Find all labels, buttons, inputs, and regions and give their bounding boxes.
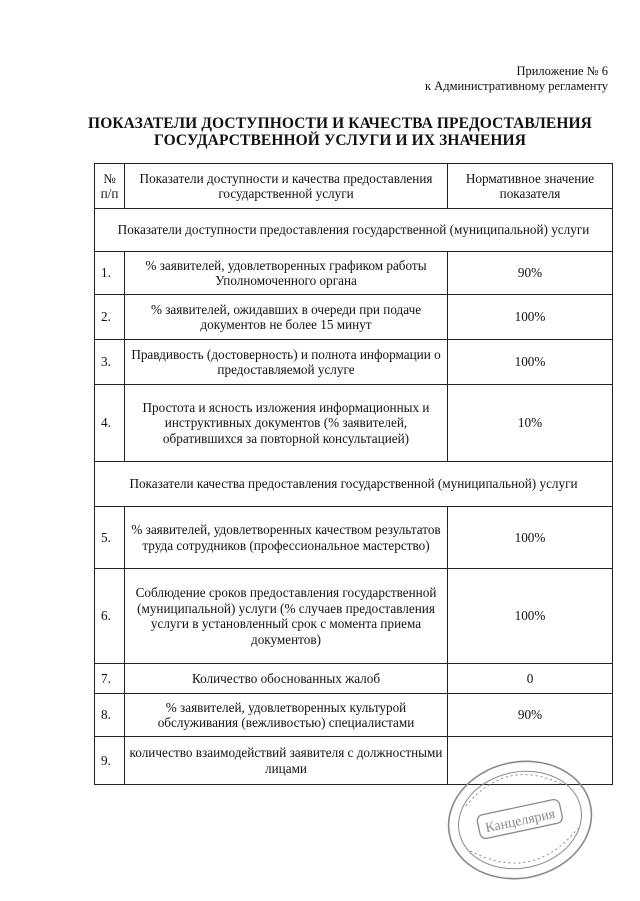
table-row: [95, 340, 613, 385]
row-number: 2.: [95, 295, 125, 340]
row-number: 5.: [95, 507, 125, 569]
row-indicator: Количество обоснованных жалоб: [125, 664, 448, 694]
row-number: 9.: [95, 737, 125, 785]
table-row: [95, 507, 613, 569]
section-row-quality: [95, 462, 613, 507]
section-title-availability: Показатели доступности предоставления государственной (муниципальной) услуги: [95, 209, 613, 252]
table-header-row: [95, 164, 613, 209]
indicators-table: [94, 163, 613, 785]
table-row: [95, 252, 613, 295]
row-indicator: количество взаимодействий заявителя с должностными лицами: [125, 737, 448, 785]
row-value: 90%: [448, 694, 613, 737]
stamp-center-text: Канцелярия: [484, 806, 557, 837]
row-value: 100%: [448, 569, 613, 664]
row-value: 10%: [448, 385, 613, 462]
row-number: 8.: [95, 694, 125, 737]
row-number: 3.: [95, 340, 125, 385]
table-row: [95, 664, 613, 694]
row-indicator: Соблюдение сроков предоставления государственной (муниципальной) услуги (% случаев предоставления услуги в установленный срок с момента приема документов): [125, 569, 448, 664]
page-title-line2: ГОСУДАРСТВЕННОЙ УСЛУГИ И ИХ ЗНАЧЕНИЯ: [154, 132, 526, 149]
header-indicator: Показатели доступности и качества предоставления государственной услуги: [125, 164, 448, 209]
row-indicator: % заявителей, удовлетворенных культурой обслуживания (вежливостью) специалистами: [125, 694, 448, 737]
row-value: 100%: [448, 295, 613, 340]
row-indicator: % заявителей, удовлетворенных качеством результатов труда сотрудников (профессиональное мастерство): [125, 507, 448, 569]
annex-number: Приложение № 6: [516, 64, 608, 78]
page-title: [60, 115, 620, 149]
section-row-availability: [95, 209, 613, 252]
row-number: 4.: [95, 385, 125, 462]
table-row: [95, 295, 613, 340]
row-indicator: % заявителей, удовлетворенных графиком работы Уполномоченного органа: [125, 252, 448, 295]
header-value: Нормативное значение показателя: [448, 164, 613, 209]
page-title-line1: ПОКАЗАТЕЛИ ДОСТУПНОСТИ И КАЧЕСТВА ПРЕДОСТАВЛЕНИЯ: [88, 115, 592, 132]
row-number: 1.: [95, 252, 125, 295]
table-row: [95, 569, 613, 664]
row-number: 6.: [95, 569, 125, 664]
row-value: 0: [448, 664, 613, 694]
row-value: 90%: [448, 252, 613, 295]
header-number: № п/п: [95, 164, 125, 209]
table-row: [95, 694, 613, 737]
row-value: 100%: [448, 507, 613, 569]
row-indicator: Правдивость (достоверность) и полнота информации о предоставляемой услуге: [125, 340, 448, 385]
row-value: 100%: [448, 340, 613, 385]
section-title-quality: Показатели качества предоставления государственной (муниципальной) услуги: [95, 462, 613, 507]
row-indicator: Простота и ясность изложения информационных и инструктивных документов (% заявителей, обратившихся за повторной консультацией): [125, 385, 448, 462]
annex-note: [425, 64, 608, 94]
table-row: [95, 385, 613, 462]
office-stamp-icon: [440, 755, 600, 885]
row-indicator: % заявителей, ожидавших в очереди при подаче документов не более 15 минут: [125, 295, 448, 340]
annex-reference: к Административному регламенту: [424, 79, 608, 93]
row-number: 7.: [95, 664, 125, 694]
